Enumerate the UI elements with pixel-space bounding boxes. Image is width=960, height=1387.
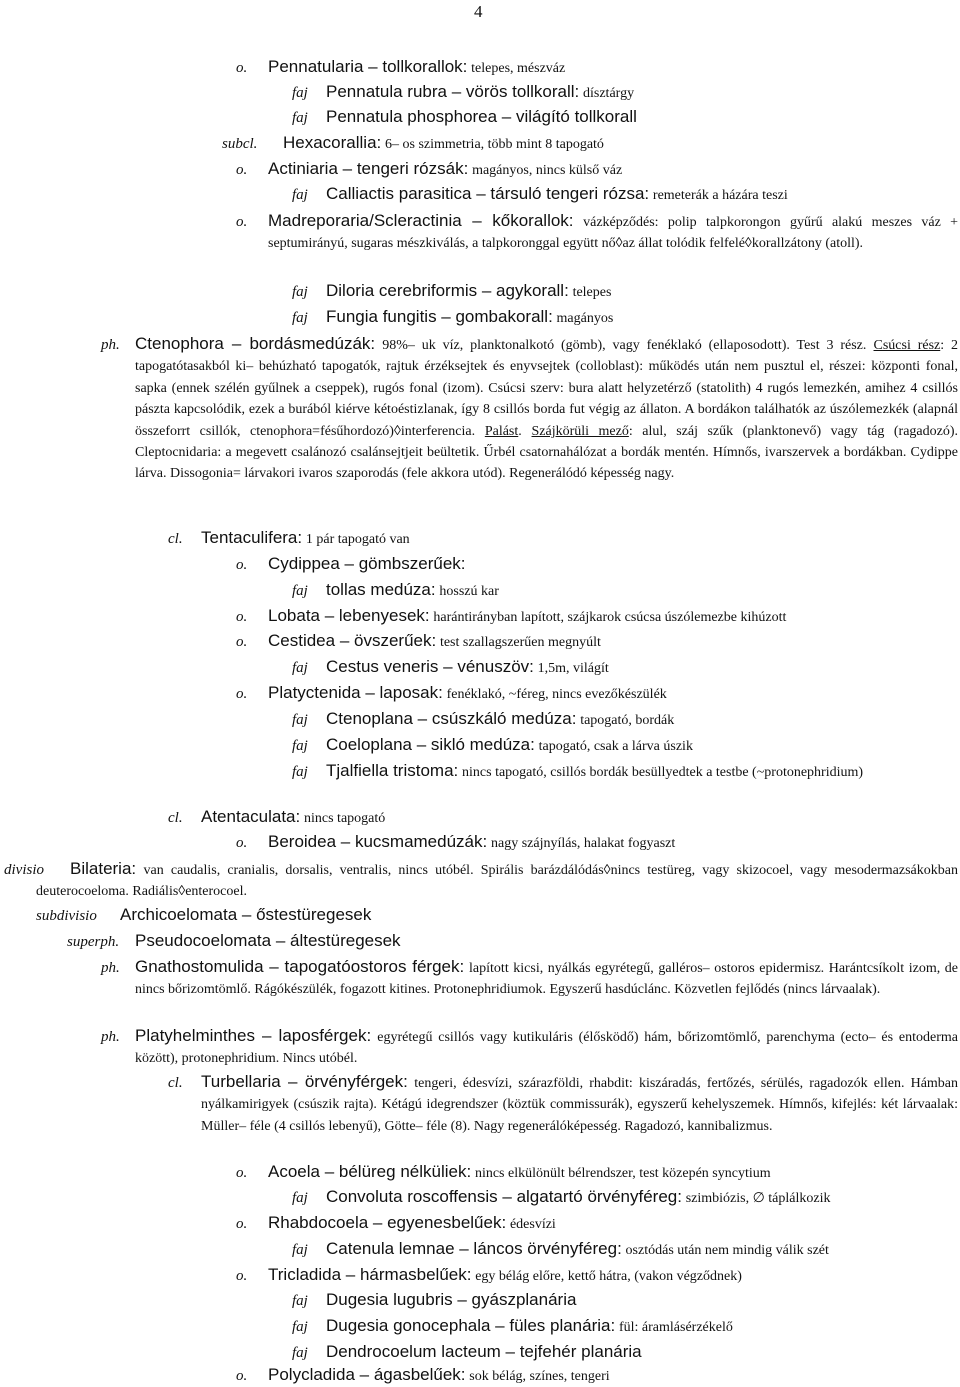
list-item (36, 859, 958, 903)
rank-label: faj (292, 284, 308, 300)
list-item (236, 160, 247, 180)
taxon-desc: egy bélág előre, kettő hátra, (vakon végződnek) (475, 1269, 742, 1284)
rank-label: o. (236, 609, 248, 625)
list-item (268, 211, 958, 255)
taxon-desc: nagy szájnyílás, halakat fogyaszt (490, 836, 676, 851)
taxon-desc: : 2 tapogatótasakból ki– behúzható tapogatók, rajtuk érzéksejtek és enyvsejtek (colloblast): működés után nem pusztul el, részei: központi fonal, sapka (ennek szélén gyűlnek a cseppek), rugós fonal (izom). Csúcsi szerv: bura alatt helyzetérző (statolith) 4 rugós lemezkén, amihez 4 csillós pászta kapcsolódik, ezek a burából kiérve kétoéstizlanak, így 8 csillós borda fut végig az állaton. A bordákon találhatók az úszólemezkék (alapnál összeforrt csillók, ctenophora=fésűhordozó)◊interferencia. (135, 338, 958, 439)
taxon-name: Platyctenida – laposak: (268, 683, 443, 702)
list-item (268, 159, 622, 181)
list-item (292, 762, 308, 782)
list-item (292, 83, 308, 103)
list-item (268, 1213, 556, 1235)
taxon-name: Rhabdocoela – egyenesbelűek: (268, 1213, 507, 1232)
rank-label: faj (292, 712, 308, 728)
rank-label: cl. (168, 1075, 183, 1091)
taxon-name: Beroidea – kucsmamedúzák: (268, 832, 488, 851)
list-item (268, 683, 667, 705)
taxon-name: Coeloplana – sikló medúza: (326, 735, 535, 754)
rank-label: ph. (101, 960, 120, 976)
taxon-desc: 6– os szimmetria, több mint 8 tapogató (385, 137, 604, 152)
taxon-desc: édesvízi (509, 1217, 556, 1232)
list-item (292, 1240, 308, 1260)
taxon-desc: fül: áramlásérzékelő (618, 1320, 733, 1335)
list-item (292, 1343, 308, 1363)
taxon-name: Pseudocoelomata – áltestüregesek (135, 931, 401, 950)
taxon-desc: vázképződés: polip talpkorongon gyűrű alakú meszes váz + septumirányú, sugaras mészkiválás, a talpkoronggal együtt nő◊az állat tolódik felfelé◊korallzátony (atoll). (268, 215, 959, 252)
rank-label: o. (236, 60, 248, 76)
list-item (222, 134, 257, 154)
taxon-name: Cestus veneris – vénuszöv: (326, 657, 534, 676)
list-item (67, 932, 119, 952)
taxon-name: Cestidea – övszerűek: (268, 631, 437, 650)
taxon-desc: : alul, száj szűk (planktonevő) vagy tág (ragadozó). Cleptocnidaria: a megevett csalánozó csalánsejtjeit beültetik. Űrbél csatornahálózat a bordák mentén. Hímnős, ivarszervek a bordákban. Cydippe lárva. Dissogonia= lárvakori ivaros szaporodás (fele akkora utód). Regenerálódó képesség nagy. (135, 423, 959, 482)
list-item (236, 1366, 247, 1386)
list-item (268, 1265, 742, 1287)
rank-label: faj (292, 1242, 308, 1258)
taxon-desc: harántirányban lapított, szájkarok csúcsa úszólemezbe kihúzott (433, 610, 787, 625)
rank-label: faj (292, 110, 308, 126)
taxon-name: Bilateria: (70, 859, 137, 878)
taxon-desc: nincs elkülönült bélrendszer, test közepén syncytium (474, 1166, 771, 1181)
taxon-desc: lapított kicsi, nyálkás egyrétegű, galléros– ostoros epidermisz. Harántcsíkolt izom, de nincs bőrizomtömlő. Rágókészülék, fogazott kitines. Protonephridiumok. Egyszerű hasdúclánc. Közvetlen fejlődés (nincs lárvaalak). (135, 961, 958, 998)
rank-label: faj (292, 310, 308, 326)
list-item (201, 1072, 958, 1137)
taxon-name: Calliactis parasitica – társuló tengeri rózsa: (326, 184, 650, 203)
taxon-desc: nincs tapogató (304, 811, 386, 826)
list-item (135, 1026, 958, 1070)
list-item (268, 57, 565, 79)
taxon-name: Convoluta roscoffensis – algatartó örvényféreg: (326, 1187, 682, 1206)
list-item (292, 710, 308, 730)
list-item (326, 184, 788, 206)
taxon-desc: tengeri, édesvízi, szárazföldi, rhabdit: kiszáradás, fertőzés, sérülés, ragadozók ellen. Hámban nyálkamirigyek (csúszik rajta). Kétágú idegrendszer (köztük commissurák), egyszerű kehelyszemek. Hímnős, kifejlés: két lárvaalak: Müller– féle (4 csillós lebenyű), Götte– féle (8). Nagy regenerálóképesség. Ragadozó, kannibalizmus. (201, 1076, 959, 1134)
rank-label: o. (236, 162, 248, 178)
taxon-desc: hosszú kar (439, 584, 499, 599)
list-item (135, 957, 958, 1001)
list-item (236, 684, 247, 704)
rank-label: o. (236, 835, 248, 851)
taxon-desc: egyrétegű csillós vagy kutikuláris (élősködő) hám, bőrizomtömlő, parenchyma (ecto– és entoderma között), protonephridium. Nincs utóbél. (135, 1030, 958, 1067)
list-item (326, 735, 693, 757)
list-item (236, 607, 247, 627)
taxon-name: Catenula lemnae – láncos örvényféreg: (326, 1239, 622, 1258)
list-item (326, 709, 674, 731)
taxon-name: Tricladida – hármasbelűek: (268, 1265, 472, 1284)
list-item (326, 761, 958, 783)
rank-label: superph. (67, 934, 120, 950)
list-item (268, 832, 675, 854)
taxon-desc: magányos (556, 311, 614, 326)
list-item (236, 1163, 247, 1183)
taxon-desc: magányos, nincs külső váz (472, 163, 623, 178)
rank-label: faj (292, 1190, 308, 1206)
taxon-name: Fungia fungitis – gombakorall: (326, 307, 553, 326)
rank-label: faj (292, 660, 308, 676)
rank-label: divisio (4, 862, 44, 878)
rank-label: faj (292, 1293, 308, 1309)
list-item (292, 185, 308, 205)
taxon-name: Lobata – lebenyesek: (268, 606, 430, 625)
list-item (201, 807, 385, 829)
taxon-desc: . (518, 423, 522, 439)
taxon-name: Archicoelomata – őstestüregesek (120, 905, 372, 924)
taxon-name: Acoela – bélüreg nélküliek: (268, 1162, 472, 1181)
rank-label: faj (292, 1345, 308, 1361)
list-item (292, 308, 308, 328)
list-item (326, 580, 499, 602)
list-item (292, 282, 308, 302)
taxon-desc: tapogató, bordák (580, 713, 675, 728)
list-item (201, 528, 410, 550)
list-item (292, 736, 308, 756)
list-item (326, 1290, 576, 1311)
rank-label: ph. (101, 337, 120, 353)
taxon-desc: szimbiózis, ∅ táplálkozik (685, 1191, 831, 1206)
list-item (236, 58, 247, 78)
list-item (236, 632, 247, 652)
rank-label: o. (236, 1268, 248, 1284)
list-item (268, 1365, 610, 1387)
list-item (268, 1162, 771, 1184)
list-item (268, 631, 601, 653)
taxon-desc: nincs tapogató, csillós bordák besüllyedtek a testbe (~protonephridium) (462, 765, 864, 780)
taxon-name: Pennatularia – tollkorallok: (268, 57, 468, 76)
section-term: Szájkörüli mező (531, 423, 629, 439)
section-term: Csúcsi rész (873, 338, 941, 353)
taxon-desc: tapogató, csak a lárva úszik (538, 739, 693, 754)
rank-label: o. (236, 1216, 248, 1232)
list-item (326, 1239, 829, 1261)
taxon-name: Platyhelminthes – laposférgek: (135, 1026, 372, 1045)
taxon-name: Turbellaria – örvényférgek: (201, 1072, 408, 1091)
taxon-desc: osztódás után nem mindig válik szét (625, 1243, 829, 1258)
list-item (168, 1073, 183, 1093)
taxon-name: Gnathostomulida – tapogatóostoros férgek: (135, 957, 465, 976)
list-item (135, 931, 401, 952)
rank-label: o. (236, 214, 248, 230)
list-item (236, 1266, 247, 1286)
list-item (292, 581, 308, 601)
taxon-name: Tjalfiella tristoma: (326, 761, 459, 780)
taxon-name: Tentaculifera: (201, 528, 303, 547)
taxon-desc: 1,5m, világít (537, 661, 609, 676)
list-item (168, 808, 183, 828)
list-item (326, 1187, 830, 1209)
list-item (326, 657, 609, 679)
list-item (101, 1027, 120, 1047)
list-item (292, 1291, 308, 1311)
taxon-name: Atentaculata: (201, 807, 301, 826)
rank-label: faj (292, 85, 308, 101)
list-item (236, 1214, 247, 1234)
list-item (326, 1316, 733, 1338)
list-item (120, 905, 371, 926)
taxon-name: Dugesia lugubris – gyászplanária (326, 1290, 577, 1309)
list-item (283, 133, 604, 155)
list-item (236, 555, 247, 575)
rank-label: cl. (168, 810, 183, 826)
taxon-desc: sok bélág, színes, tengeri (469, 1369, 610, 1384)
rank-label: o. (236, 1165, 248, 1181)
taxon-name: Madreporaria/Scleractinia – kőkorallok: (268, 211, 574, 230)
rank-label: faj (292, 764, 308, 780)
rank-label: subdivisio (36, 908, 97, 924)
taxon-name: Dendrocoelum lacteum – tejfehér planária (326, 1342, 642, 1361)
taxon-desc: telepes, mészváz (471, 61, 566, 76)
list-item (326, 82, 634, 104)
rank-label: ph. (101, 1029, 120, 1045)
list-item (268, 554, 466, 575)
taxon-name: Polycladida – ágasbelűek: (268, 1365, 466, 1384)
list-item (268, 606, 786, 628)
list-item (326, 281, 611, 303)
rank-label: faj (292, 583, 308, 599)
taxon-name: Diloria cerebriformis – agykorall: (326, 281, 569, 300)
taxon-desc: fenéklakó, ~féreg, nincs evezőkészülék (446, 687, 667, 702)
taxon-desc: dísztárgy (583, 86, 635, 101)
taxon-desc: van caudalis, cranialis, dorsalis, ventralis, nincs utóbél. Spirális barázdálódás◊nincs testüreg, vagy skizocoel, vagy mesodermazsákokban deuterocoeloma. Radiális◊enterocoel. (36, 863, 958, 900)
list-item (101, 958, 120, 978)
list-item (36, 906, 97, 926)
rank-label: o. (236, 557, 248, 573)
list-item (135, 334, 958, 485)
page-number: 4 (474, 2, 483, 21)
taxon-name: Ctenophora – bordásmedúzák: (135, 334, 376, 353)
taxon-name: tollas medúza: (326, 580, 436, 599)
taxon-name: Dugesia gonocephala – füles planária: (326, 1316, 616, 1335)
rank-label: o. (236, 686, 248, 702)
taxon-desc: test szallagszerűen megnyúlt (439, 635, 601, 650)
list-item (236, 212, 247, 232)
list-item (292, 108, 308, 128)
list-item (292, 1317, 308, 1337)
rank-label: faj (292, 1319, 308, 1335)
rank-label: subcl. (222, 136, 258, 152)
rank-label: o. (236, 634, 248, 650)
list-item (326, 1342, 642, 1363)
taxon-name: Pennatula rubra – vörös tollkorall: (326, 82, 580, 101)
taxon-desc: telepes (572, 285, 612, 300)
list-item (101, 335, 120, 355)
taxon-name: Pennatula phosphorea – világító tollkorall (326, 107, 637, 126)
taxon-desc: remeterák a házára teszi (652, 188, 788, 203)
taxon-name: Ctenoplana – csúszkáló medúza: (326, 709, 577, 728)
taxon-name: Hexacorallia: (283, 133, 382, 152)
rank-label: faj (292, 187, 308, 203)
taxon-name: Actiniaria – tengeri rózsák: (268, 159, 469, 178)
taxon-desc: 98%– uk víz, planktonalkotó (gömb), vagy fenéklakó (ellaposodott). Test 3 rész. (382, 338, 867, 353)
section-term: Palást (484, 423, 519, 439)
list-item (236, 833, 247, 853)
rank-label: cl. (168, 531, 183, 547)
list-item (326, 307, 613, 329)
rank-label: o. (236, 1368, 248, 1384)
taxon-desc: 1 pár tapogató van (305, 532, 410, 547)
list-item (326, 107, 637, 128)
rank-label: faj (292, 738, 308, 754)
list-item (292, 1188, 308, 1208)
taxon-name: Cydippea – gömbszerűek: (268, 554, 466, 573)
list-item (292, 658, 308, 678)
list-item (168, 529, 183, 549)
